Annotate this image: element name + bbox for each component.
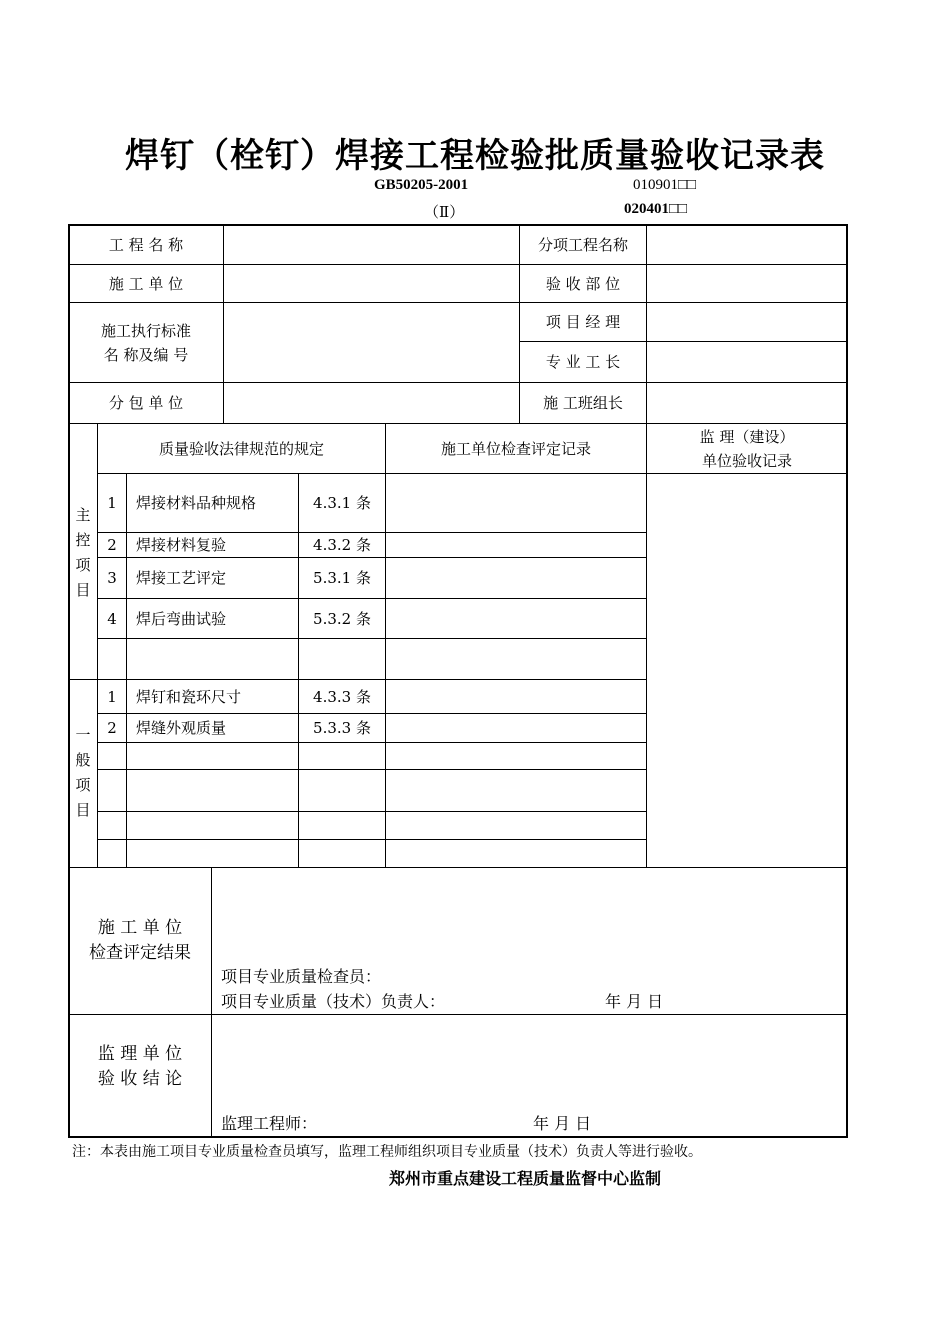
main-item-clause: 4.3.1 条 xyxy=(313,494,371,512)
main-item-clause: 4.3.2 条 xyxy=(313,536,371,554)
regulation-column-header: 质量验收法律规范的规定 xyxy=(158,439,324,458)
main-item-clause: 5.3.1 条 xyxy=(313,569,371,587)
construction-result-label xyxy=(69,868,211,1014)
supervision-header-line2: 单位验收记录 xyxy=(701,451,792,470)
main-item-name: 焊接材料品种规格 xyxy=(136,494,257,512)
team-leader-value[interactable] xyxy=(647,383,847,423)
standard-name-line1: 施工执行标准 xyxy=(100,321,191,340)
standard-name-value[interactable] xyxy=(224,303,519,382)
supervision-header-line1: 监 理（建设） xyxy=(699,427,795,446)
main-item-no: 1 xyxy=(107,494,117,512)
footnote: 注：本表由施工项目专业质量检查员填写，监理工程师组织项目专业质量（技术）负责人等进行验收。 xyxy=(72,1144,702,1160)
supervising-engineer-label: 监理工程师： xyxy=(221,1114,318,1133)
general-item-name: 焊钉和瓷环尺寸 xyxy=(136,687,242,706)
main-item-no: 3 xyxy=(107,569,117,587)
general-item-no: 1 xyxy=(107,687,117,706)
main-item-name: 焊接材料复验 xyxy=(136,536,227,554)
specialty-foreman-label: 专 业 工 长 xyxy=(545,353,621,371)
main-item-name: 焊后弯曲试验 xyxy=(136,609,227,628)
standard-code: GB50205-2001 xyxy=(374,177,469,193)
supervision-column-header xyxy=(647,424,847,473)
general-item-clause: 5.3.3 条 xyxy=(313,719,371,737)
check-record-column-header: 施工单位检查评定记录 xyxy=(440,439,591,458)
team-leader-label: 施 工班组长 xyxy=(543,394,623,412)
project-name-value[interactable] xyxy=(224,225,519,264)
sub-project-name-label: 分项工程名称 xyxy=(537,235,628,254)
supervision-date: 年 月 日 xyxy=(533,1114,592,1133)
standard-name-line2: 名 称及编 号 xyxy=(103,345,189,364)
construction-date: 年 月 日 xyxy=(605,992,664,1011)
technical-lead-label: 项目专业质量（技术）负责人： xyxy=(221,992,446,1011)
supervision-result-label xyxy=(69,1015,211,1137)
acceptance-part-value[interactable] xyxy=(647,265,847,302)
specialty-foreman-value[interactable] xyxy=(647,342,847,382)
project-manager-value[interactable] xyxy=(647,303,847,341)
construction-unit-label: 施 工 单 位 xyxy=(108,274,184,293)
supervision-record-area[interactable] xyxy=(647,474,847,867)
quality-inspector-label: 项目专业质量检查员： xyxy=(221,967,382,986)
subcontractor-label: 分 包 单 位 xyxy=(108,394,184,412)
form-variant: （Ⅱ） xyxy=(424,203,465,221)
subcontractor-value[interactable] xyxy=(224,383,519,423)
issuer-footer: 郑州市重点建设工程质量监督中心监制 xyxy=(389,1169,662,1188)
construction-unit-value[interactable] xyxy=(224,265,519,302)
construction-result-line2: 检查评定结果 xyxy=(89,943,191,963)
general-item-name: 焊缝外观质量 xyxy=(136,719,227,737)
general-item-clause: 4.3.3 条 xyxy=(313,687,371,706)
project-manager-label: 项 目 经 理 xyxy=(545,313,621,331)
standard-name-label xyxy=(69,303,223,382)
main-item-no: 4 xyxy=(107,609,117,628)
supervision-result-line1: 监 理 单 位 xyxy=(97,1044,183,1064)
acceptance-part-label: 验 收 部 位 xyxy=(545,274,621,293)
form-code-b: 020401□□ xyxy=(624,201,688,217)
supervision-result-line2: 验 收 结 论 xyxy=(97,1069,183,1089)
page-title: 焊钉（栓钉）焊接工程检验批质量验收记录表 xyxy=(125,136,825,176)
main-item-no: 2 xyxy=(107,536,117,554)
form-code-a: 010901□□ xyxy=(633,177,697,193)
main-control-label: 主 控 项 目 xyxy=(75,506,91,599)
general-items-label: 一 般 项 目 xyxy=(75,726,91,819)
general-item-no: 2 xyxy=(107,719,117,737)
main-item-clause: 5.3.2 条 xyxy=(313,609,371,628)
sub-project-name-value[interactable] xyxy=(647,225,847,264)
main-item-name: 焊接工艺评定 xyxy=(136,569,227,587)
project-name-label: 工 程 名 称 xyxy=(108,235,184,254)
construction-result-line1: 施 工 单 位 xyxy=(97,918,183,938)
